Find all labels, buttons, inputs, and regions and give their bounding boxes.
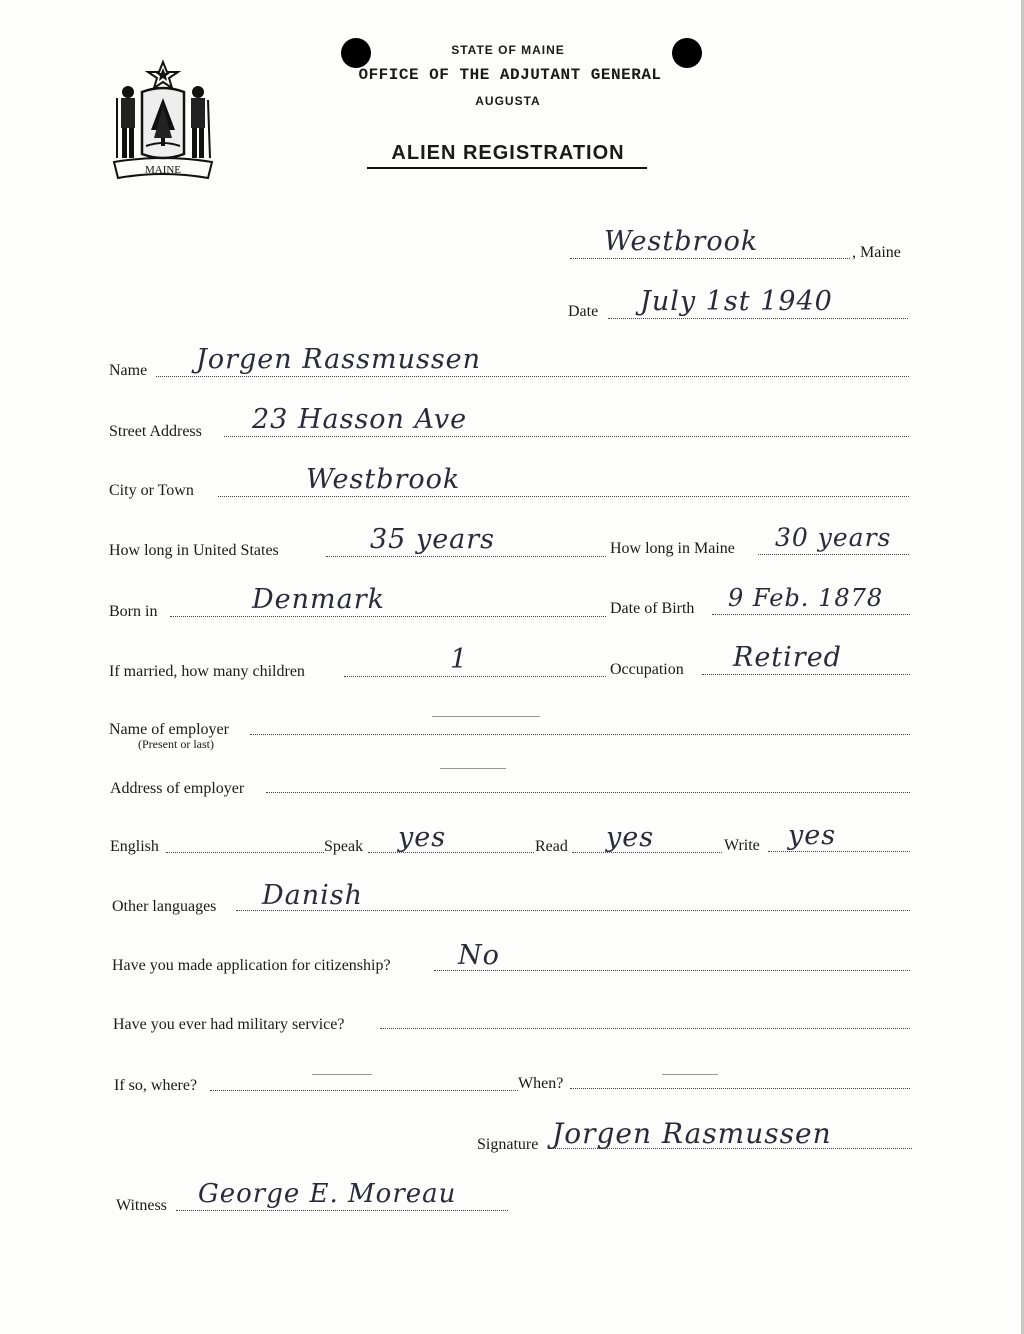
other-languages-value: Danish	[262, 880, 364, 911]
english-label: English	[110, 838, 159, 855]
date-line	[608, 318, 908, 319]
when-dash	[662, 1074, 718, 1075]
occupation-label: Occupation	[610, 661, 684, 678]
other-languages-label: Other languages	[112, 898, 217, 915]
name-label: Name	[109, 362, 148, 379]
citizenship-label: Have you made application for citizenship?	[112, 957, 391, 974]
header-city: AUGUSTA	[475, 94, 541, 108]
title-underline	[367, 167, 647, 169]
maine-label: , Maine	[852, 244, 901, 261]
city-label: City or Town	[109, 482, 194, 499]
form-title: ALIEN REGISTRATION	[391, 142, 625, 164]
when-line	[570, 1088, 910, 1089]
town-value: Westbrook	[604, 226, 759, 257]
born-in-value: Denmark	[252, 584, 385, 615]
occupation-line	[702, 674, 910, 675]
english-line	[166, 852, 324, 853]
write-value: yes	[788, 820, 837, 851]
city-value: Westbrook	[306, 464, 461, 495]
how-long-us-value: 35 years	[370, 524, 496, 555]
military-line	[380, 1028, 910, 1029]
name-line	[156, 376, 909, 377]
witness-line	[176, 1210, 508, 1211]
employer-address-line	[266, 792, 910, 793]
street-label: Street Address	[109, 423, 202, 440]
street-line	[224, 436, 909, 437]
how-long-maine-label: How long in Maine	[610, 540, 735, 557]
signature-label: Signature	[477, 1136, 539, 1153]
speak-value: yes	[398, 822, 447, 853]
date-value: July 1st 1940	[640, 286, 833, 317]
city-line	[218, 496, 909, 497]
signature-value: Jorgen Rasmussen	[552, 1117, 832, 1150]
punch-hole-left	[341, 38, 371, 68]
where-dash	[312, 1074, 372, 1075]
speak-label: Speak	[324, 838, 364, 855]
children-value: 1	[450, 644, 469, 675]
employer-dash	[432, 716, 540, 717]
street-value: 23 Hasson Ave	[252, 404, 468, 435]
where-label: If so, where?	[114, 1077, 198, 1094]
born-in-label: Born in	[109, 603, 158, 620]
speak-line	[368, 852, 534, 853]
town-line	[570, 258, 850, 259]
children-line	[344, 676, 606, 677]
military-label: Have you ever had military service?	[113, 1016, 345, 1033]
name-value: Jorgen Rassmussen	[196, 344, 482, 375]
employer-label: Name of employer	[109, 721, 229, 738]
witness-label: Witness	[116, 1197, 167, 1214]
read-label: Read	[535, 838, 568, 855]
occupation-value: Retired	[733, 642, 842, 673]
how-long-us-label: How long in United States	[109, 542, 279, 559]
employer-address-dash	[440, 768, 506, 769]
employer-sublabel: (Present or last)	[138, 737, 214, 751]
svg-text:MAINE: MAINE	[144, 164, 182, 176]
how-long-maine-value: 30 years	[775, 523, 892, 552]
write-label: Write	[724, 837, 760, 854]
dob-line	[712, 614, 910, 615]
dob-value: 9 Feb. 1878	[728, 584, 884, 612]
read-value: yes	[606, 822, 655, 853]
dob-label: Date of Birth	[610, 600, 695, 617]
employer-line	[250, 734, 910, 735]
header-state: STATE OF MAINE	[451, 43, 565, 57]
citizenship-line	[434, 970, 910, 971]
write-line	[768, 851, 910, 852]
children-label: If married, how many children	[109, 663, 305, 680]
where-line	[210, 1090, 518, 1091]
employer-address-label: Address of employer	[110, 780, 245, 797]
punch-hole-right	[672, 38, 702, 68]
when-label: When?	[518, 1075, 564, 1092]
witness-value: George E. Moreau	[198, 1179, 457, 1209]
how-long-us-line	[326, 556, 606, 557]
date-label: Date	[568, 303, 599, 320]
born-in-line	[170, 616, 606, 617]
header-office: OFFICE OF THE ADJUTANT GENERAL	[358, 66, 662, 84]
maine-state-seal-icon	[108, 58, 218, 182]
how-long-maine-line	[758, 554, 909, 555]
citizenship-value: No	[458, 940, 500, 971]
